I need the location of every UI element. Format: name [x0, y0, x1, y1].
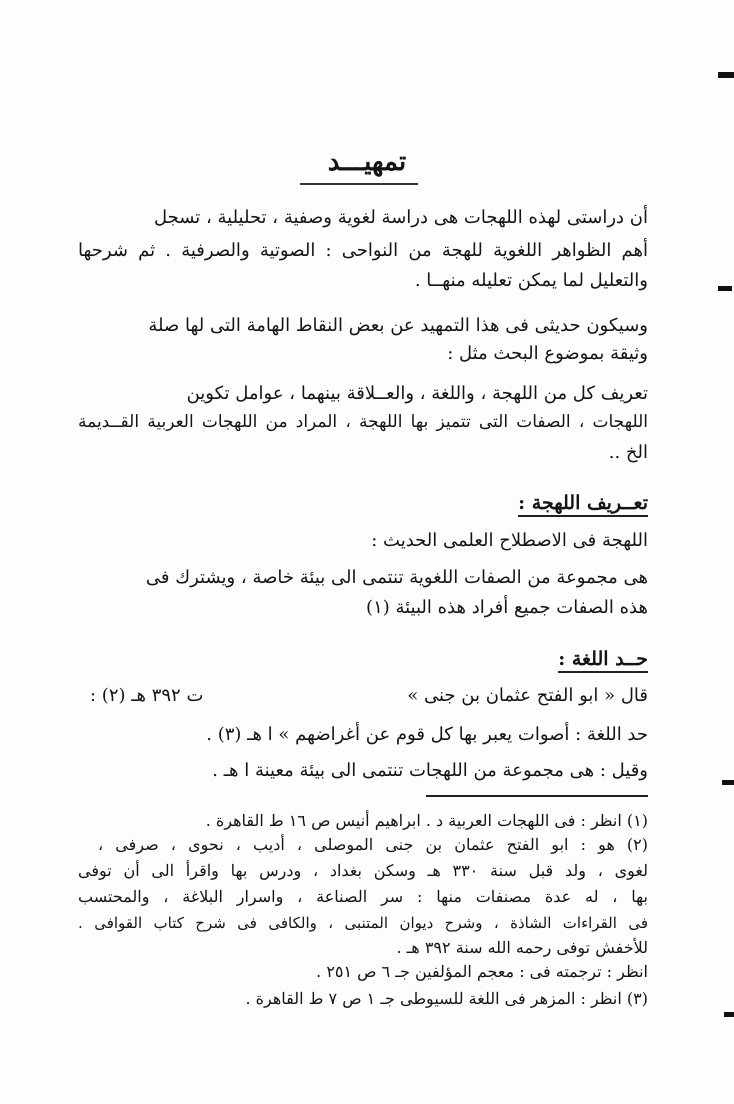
intro-line: أن دراستى لهذه اللهجات هى دراسة لغوية وصفية ، تحليلية ، تسجل — [153, 207, 648, 228]
footnote-line: فى القراءات الشاذة ، وشرح ديوان المتنبى ، والكافى فى شرح كتاب القوافى . — [78, 914, 648, 932]
topics-line: الخ .. — [608, 442, 648, 463]
footnote-line: انظر : ترجمته فى : معجم المؤلفين جـ ٦ ص ٢٥١ . — [316, 962, 648, 981]
quote-attribution: قال « ابو الفتح عثمان بن جنى » — [407, 685, 648, 706]
quote-row — [78, 685, 648, 711]
topics-line: اللهجات ، الصفات التى تتميز بها اللهجة ، المراد من اللهجات العربية القــديمة — [78, 412, 648, 432]
footnote-divider — [426, 795, 648, 797]
dialect-lead: اللهجة فى الاصطلاح العلمى الحديث : — [371, 530, 648, 551]
section-heading-dialect — [518, 492, 648, 517]
footnote-line: بها ، له عدة مصنفات منها : سر الصناعة ، واسرار البلاغة ، والمحتسب — [78, 887, 648, 906]
scan-edge-mark — [724, 1012, 734, 1017]
heading-underline — [518, 515, 648, 517]
footnote-line: (١) انظر : فى اللهجات العربية د . ابراهيم أنيس ص ١٦ ط القاهرة . — [205, 811, 648, 830]
section-heading-language — [558, 648, 648, 673]
intro-line: أهم الظواهر اللغوية للهجة من النواحى : الصوتية والصرفية . ثم شرحها — [78, 240, 648, 261]
plan-line: وسيكون حديثى فى هذا التمهيد عن بعض النقاط الهامة التى لها صلة — [148, 315, 648, 336]
scan-edge-mark — [718, 286, 732, 291]
topics-line: تعريف كل من اللهجة ، واللغة ، والعــلاقة بينهما ، عوامل تكوين — [186, 383, 648, 404]
title-underline — [300, 183, 418, 185]
dialect-def-line: هى مجموعة من الصفات اللغوية تنتمى الى بيئة خاصة ، ويشترك فى — [145, 567, 648, 588]
scan-edge-mark — [722, 780, 734, 785]
language-alt-definition: وقيل : هى مجموعة من اللهجات تنتمى الى بيئة معينة ا هـ . — [212, 760, 648, 781]
heading-underline — [558, 671, 648, 673]
scan-edge-mark — [718, 72, 734, 78]
footnote-line: للأخفش توفى رحمه الله سنة ٣٩٢ هـ . — [396, 938, 648, 957]
footnote-line: (٢) هو : ابو الفتح عثمان بن جنى الموصلى ، أديب ، نحوى ، صرفى ، — [98, 835, 648, 854]
footnote-line: (٣) انظر : المزهر فى اللغة للسيوطى جـ ١ ص ٧ ط القاهرة . — [245, 989, 648, 1008]
dialect-def-line: هذه الصفات جميع أفراد هذه البيئة (١) — [366, 597, 648, 618]
language-definition: حد اللغة : أصوات يعبر بها كل قوم عن أغراضهم » ا هـ (٣) . — [206, 724, 648, 745]
quote-date: ت ٣٩٢ هـ (٢) : — [90, 685, 204, 706]
plan-line: وثيقة بموضوع البحث مثل : — [447, 343, 648, 364]
section-heading-text: حــد اللغة : — [558, 648, 648, 670]
page-title: تمهيـــد — [327, 147, 407, 177]
footnote-line: لغوى ، ولد قبل سنة ٣٣٠ هـ وسكن بغداد ، ودرس بها واقرأ الى أن توفى — [78, 861, 648, 880]
intro-line: والتعليل لما يمكن تعليله منهــا . — [414, 270, 648, 291]
section-heading-text: تعــريف اللهجة : — [518, 492, 648, 514]
